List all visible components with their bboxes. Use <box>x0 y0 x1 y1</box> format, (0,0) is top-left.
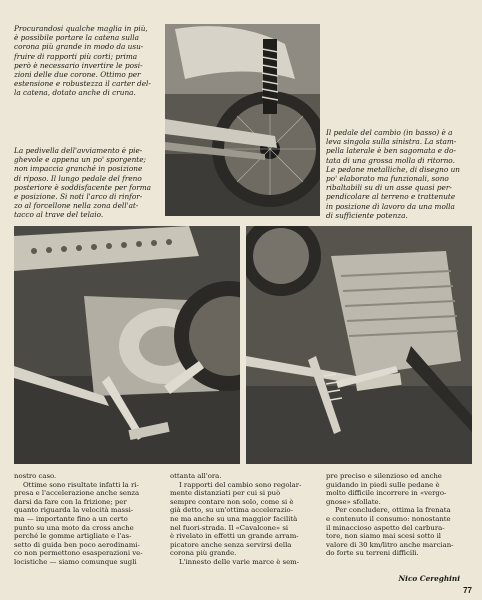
body-column-3: pre preciso e silenzioso ed anche guidando in piedi sulle pedane è molto difficile incorrere in «vergo- gnose» sfollate. Per concludere, ottima la frenata e contenuto il consumo: nonostante il minaccioso aspetto del carbura- tore, non siamo mai scesi sotto il valore di 30 km/litro anche marcian- do forte su terreni difficili. <box>326 472 454 558</box>
rear-wheel-chain-guard-photo <box>165 24 320 216</box>
photo-kickstart-brake <box>14 226 240 464</box>
photo-rear-wheel <box>165 24 320 216</box>
caption-gear-lever: Il pedale del cambio (in basso) è a leva singola sulla sinistra. La stam- pella laterale è ben sagomata e do- tata di una grossa molla di ritorno. Le pedane metalliche, di disegno un po' elaborato ma funzionali, sono ribaltabili su di un asse quasi per- pendicolare al terreno e trattenute in posizione di lavoro da una molla di sufficiente potenza. <box>326 128 460 220</box>
page-number: 77 <box>463 586 472 595</box>
body-column-2: ottanta all'ora. I rapporti del cambio sono regolar- mente distanziati per cui si può sempre contare non solo, come si è già detto, su un'ottima accelerazio- ne ma anche su una maggior facilità nel fuori-strada. Il «Cavalcone» si è rivelato in effetti un grande arram- picatore anche senza servirsi della corona più grande. L'innesto delle varie marce è sem- <box>170 472 302 566</box>
author-signature: Nico Cereghini <box>398 574 460 583</box>
kickstart-brake-pedal-photo <box>14 226 240 464</box>
caption-kickstart: La pedivella dell'avviamento è pie- ghevole e appena un po' sporgente; non impaccia granché in posizione di riposo. Il lungo pedale del freno posteriore è soddisfacente per forma e posizione. Si noti l'arco di rinfor- zo al forcellone nella zona dell'at- tacco al trave del telaio. <box>14 146 151 220</box>
gear-lever-side-stand-photo <box>246 226 472 464</box>
photo-gear-stand <box>246 226 472 464</box>
body-column-1: nostro caso. Ottime sono risultate infatti la ri- presa e l'accelerazione anche senza darsi da fare con la frizione; per quanto riguarda la velocità massi- ma — importante fino a un certo punto su una moto da cross anche perché le gomme artigliate e l'as- setto di guida ben poco aerodinami- co non permettono esasperazioni ve- locistiche — siamo comunque sugli <box>14 472 143 566</box>
caption-chain: Procurandosi qualche maglia in più, è possibile portare la catena sulla corona più grande in modo da usu- fruire di rapporti più corti; prima però è necessario invertire le posi- zioni delle due corone. Ottimo per estensione e robustezza il carter del- la catena, dotato anche di cruna. <box>14 24 151 98</box>
